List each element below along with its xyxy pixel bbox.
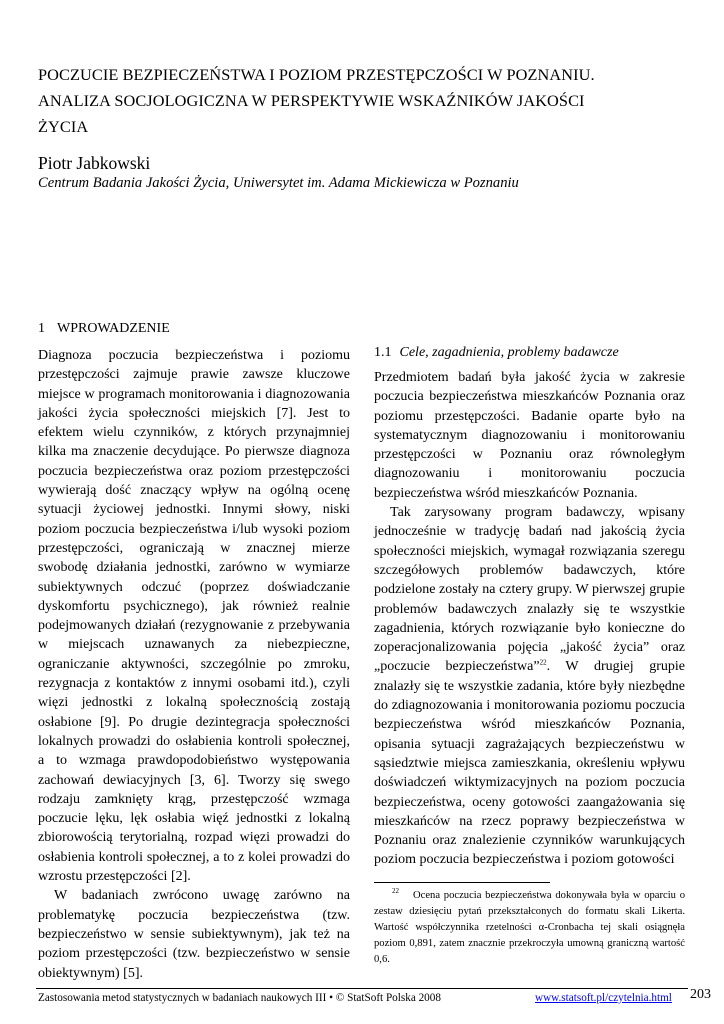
- footer-link[interactable]: www.statsoft.pl/czytelnia.html: [535, 992, 672, 1004]
- footer-citation: Zastosowania metod statystycznych w badaniach naukowych III • © StatSoft Polska 2008: [38, 992, 441, 1004]
- footnote-text: Ocena poczucia bezpieczeństwa dokonywała była w oparciu o zestaw dziesięciu pytań przekształconych do formatu skali Likerta. Wartość współczynnika rzetelności α-Cronbacha tej skali osiągnęła poziom 0,891, zatem znacznie przekroczyła umowną graniczną wartość 0,6.: [374, 890, 685, 965]
- right-column: [374, 368, 685, 870]
- paragraph-text: Tak zarysowany program badawczy, wpisany jednocześnie w tradycję badań nad jakością życia społeczności miejskich, wymagał rozwiązania szeregu szczegółowych problemów badawczych, które podzielone zostały na cztery grupy. W pierwszej grupie problemów badawczych znalazły się te wszystkie zagadnienia, których rozwiązanie było konieczne do zoperacjonalizowania pojęcia „jakość życia” oraz „poczucie bezpieczeństwa”: [374, 505, 685, 675]
- subsection-number: 1.1: [374, 345, 392, 360]
- footnote-reference[interactable]: 22: [539, 658, 547, 667]
- page-number: 203: [690, 987, 711, 1002]
- section-title: WPROWADZENIE: [57, 321, 170, 336]
- author-name: Piotr Jabkowski: [38, 153, 151, 173]
- footnote-number: 22: [392, 887, 399, 896]
- section-number: 1: [38, 321, 45, 336]
- title-line: ŻYCIA: [38, 117, 89, 136]
- body-paragraph: W badaniach zwrócono uwagę zarówno na problematykę poczucia bezpieczeństwa (tzw. bezpieczeństwo w sensie subiektywnym), jak też na poziom przestępczości (tzw. bezpieczeństwo w sensie obiektywnym) [5].: [38, 888, 350, 981]
- body-paragraph: [374, 503, 685, 870]
- author-affiliation: Centrum Badania Jakości Życia, Uniwersytet im. Adama Mickiewicza w Poznaniu: [38, 175, 519, 191]
- paragraph-text: . W drugiej grupie znalazły się te wszystkie zadania, które były niezbędne do zdiagnozowania i monitorowania poziomu poczucia bezpieczeństwa wśród mieszkańców Poznania, opisania sytuacji zagrażających bezpieczeństwu w sąsiedztwie miejsca zamieszkania, określeniu wpływu doświadczeń wiktymizacyjnych na poziom poczucia bezpieczeństwa, oceny gotowości zaangażowania się mieszkańców na rzecz poprawy bezpieczeństwa w Poznaniu oraz znalezienie czynników warunkujących poziom poczucia bezpieczeństwa i poziom gotowości: [374, 659, 685, 868]
- paper-title: [38, 62, 688, 140]
- subsection-title: Cele, zagadnienia, problemy badawcze: [399, 345, 619, 360]
- subsection-heading: [374, 344, 619, 362]
- section-heading: [38, 320, 170, 338]
- title-line: POCZUCIE BEZPIECZEŃSTWA I POZIOM PRZESTĘPCZOŚCI W POZNANIU.: [38, 65, 595, 84]
- left-column: [38, 346, 350, 983]
- footnote: [374, 888, 685, 968]
- footnote-divider: [374, 882, 550, 883]
- body-paragraph: Przedmiotem badań była jakość życia w zakresie poczucia bezpieczeństwa mieszkańców Poznania oraz poziomu przestępczości. Badanie oparte było na systematycznym diagnozowaniu i monitorowaniu przestępczości w Poznaniu oraz równoległym diagnozowaniu i monitorowaniu poczucia bezpieczeństwa wśród mieszkańców Poznania.: [374, 370, 685, 501]
- body-paragraph: Diagnoza poczucia bezpieczeństwa i poziomu przestępczości zajmuje prawie zawsze kluczowe miejsce w programach monitorowania i diagnozowania jakości życia społeczności miejskich [7]. Jest to efektem wielu czynników, z których przynajmniej kilka ma znaczenie decydujące. Po pierwsze diagnoza poczucia bezpieczeństwa oraz poziom przestępczości wywierają dość znaczący wpływ na ogólną ocenę sytuacji życiowej jednostki. Innymi słowy, niski poziom poczucia bezpieczeństwa i/lub wysoki poziom przestępczości, ograniczają w znacznej mierze swobodę działania jednostki, zarówno w wymiarze subiektywnych odczuć (poprzez doświadczanie dyskomfortu psychicznego), jak również realnie podejmowanych działań (rezygnowanie z przebywania w miejscach uznawanych za niebezpieczne, ograniczanie aktywności, szczególnie po zmroku, rezygnacja z kontaktów z innymi osobami itd.), czyli więzi jednostki z lokalną społecznością zostają osłabione [9]. Po drugie dezintegracja społeczności lokalnych prowadzi do osłabienia kontroli społecznej, a to wzmaga prawdopodobieństwo występowania zachowań dewiacyjnych [3, 6]. Tworzy się swego rodzaju zamknięty krąg, przestępczość wzmaga poczucie lęku, lęk osłabia więź jednostki z lokalną zbiorowością terytorialną, rozpad więzi prowadzi do osłabienia kontroli społecznej, a to z kolei prowadzi do wzrostu przestępczości [2].: [38, 348, 350, 885]
- title-line: ANALIZA SOCJOLOGICZNA W PERSPEKTYWIE WSKAŹNIKÓW JAKOŚCI: [38, 91, 585, 110]
- footer-divider: [36, 988, 688, 989]
